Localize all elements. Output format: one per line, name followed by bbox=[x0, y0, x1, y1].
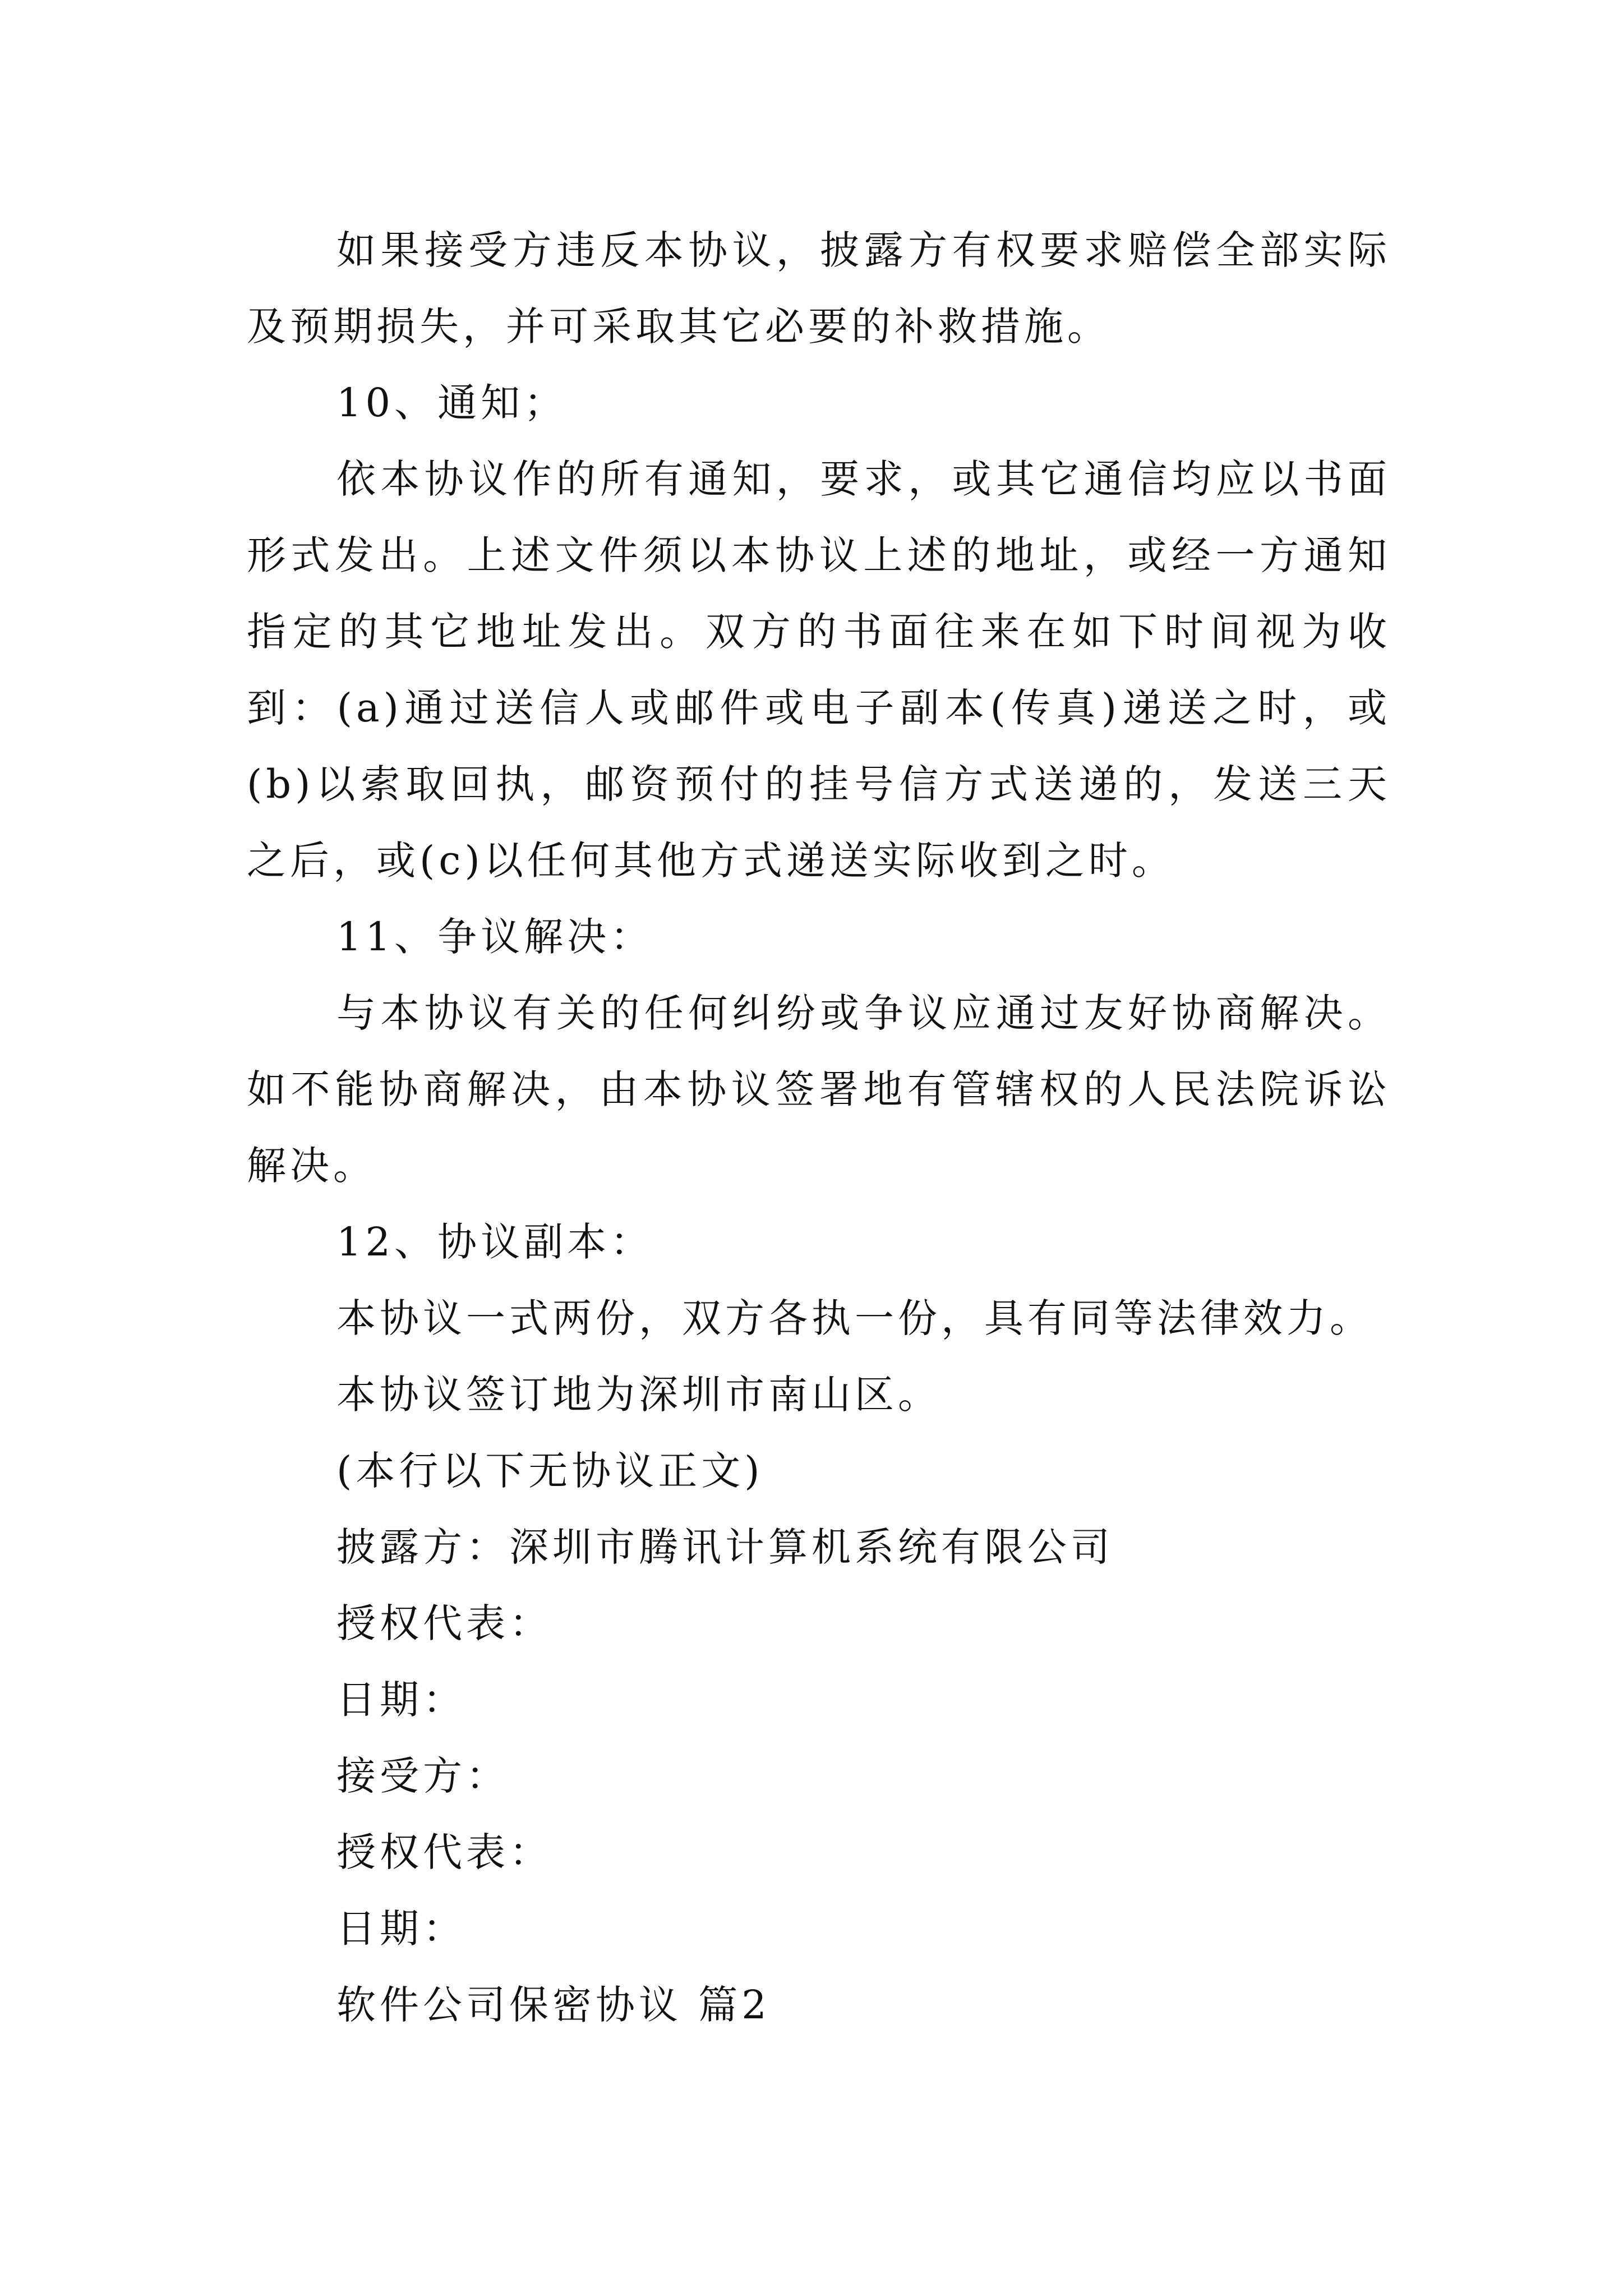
disclosing-date: 日期： bbox=[336, 1677, 466, 1723]
paragraph-dispute: 与本协议有关的任何纠纷或争议应通过友好协商解决。如不能协商解决，由本协议签署地有管辖权的人民法院诉讼解决。 bbox=[247, 990, 1391, 1189]
receiving-date: 日期： bbox=[336, 1906, 466, 1952]
paragraph-notice: 依本协议作的所有通知，要求，或其它通信均应以书面形式发出。上述文件须以本协议上述的地址，或经一方通知指定的其它地址发出。双方的书面往来在如下时间视为收到：(a)通过送信人或邮件或电子副本(传真)递送之时，或(b)以索取回执，邮资预付的挂号信方式送递的，发送三天之后，或(c)以任何其他方式递送实际收到之时。 bbox=[247, 456, 1391, 884]
heading-dispute: 11、争议解决： bbox=[336, 914, 654, 960]
next-article-title: 软件公司保密协议 篇2 bbox=[336, 1982, 771, 2028]
paragraph-copies: 本协议一式两份，双方各执一份，具有同等法律效力。 bbox=[336, 1295, 1373, 1341]
receiving-representative: 授权代表： bbox=[336, 1829, 552, 1875]
heading-notice: 10、通知； bbox=[336, 380, 568, 426]
document-body bbox=[247, 212, 1391, 2043]
paragraph-signing-place: 本协议签订地为深圳市南山区。 bbox=[336, 1372, 941, 1418]
disclosing-representative: 授权代表： bbox=[336, 1600, 552, 1646]
end-of-text-note: (本行以下无协议正文) bbox=[336, 1448, 764, 1494]
heading-copies: 12、协议副本： bbox=[336, 1219, 654, 1265]
paragraph-compensation: 如果接受方违反本协议，披露方有权要求赔偿全部实际及预期损失，并可采取其它必要的补救措施。 bbox=[247, 227, 1391, 349]
receiving-party: 接受方： bbox=[336, 1753, 509, 1799]
disclosing-party: 披露方：深圳市腾讯计算机系统有限公司 bbox=[336, 1524, 1114, 1570]
